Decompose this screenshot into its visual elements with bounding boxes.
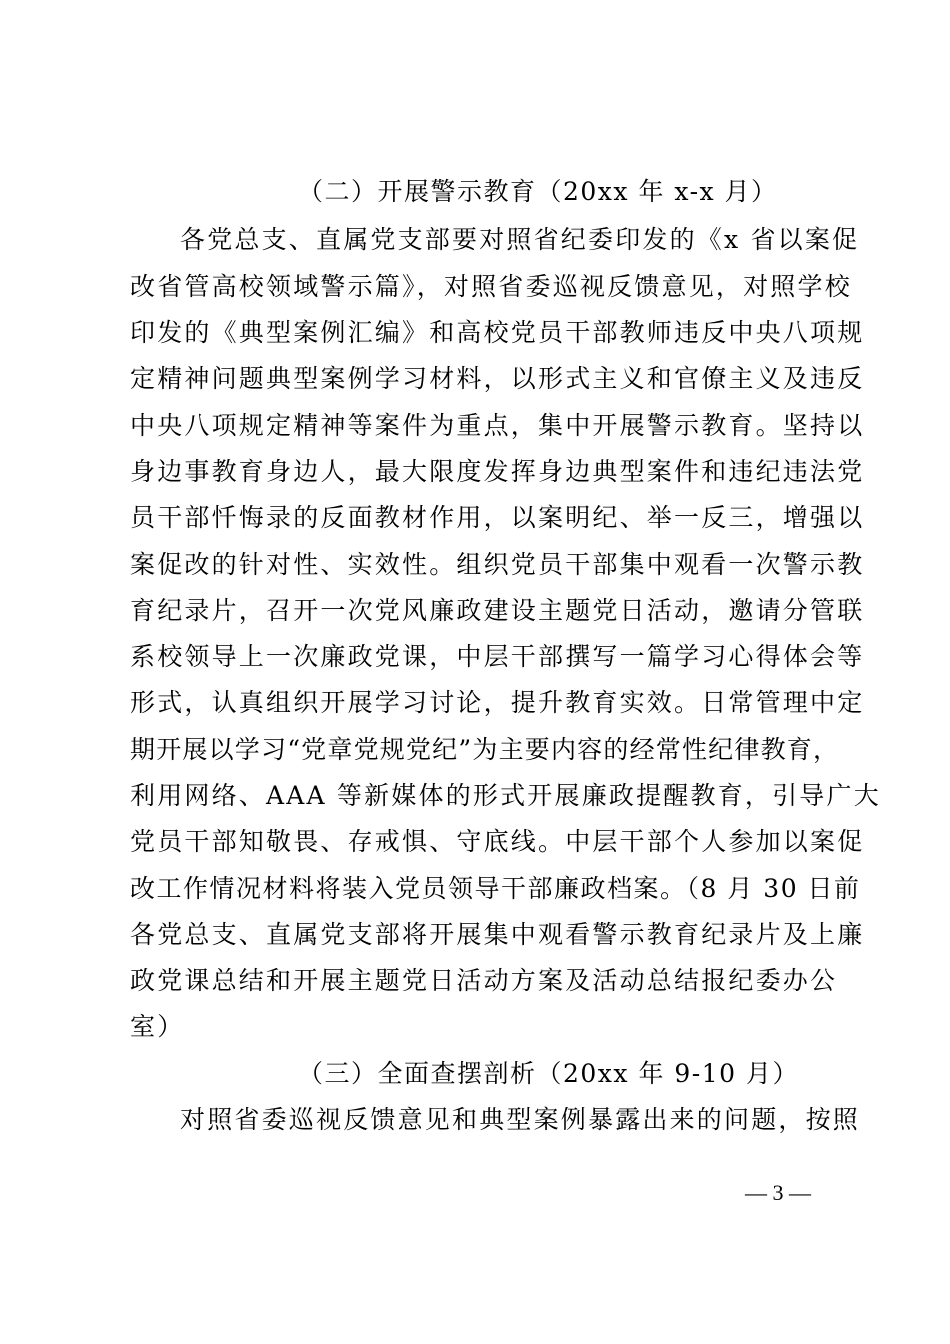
paragraph-line-9: 育纪录片，召开一次党风廉政建设主题党日活动，邀请分管联 (130, 596, 865, 625)
paragraph-line-16: 各党总支、直属党支部将开展集中观看警示教育纪录片及上廉 (130, 920, 865, 949)
paragraph-line-6: 身边事教育身边人，最大限度发挥身边典型案件和违纪违法党 (130, 457, 865, 486)
paragraph-line-4: 定精神问题典型案例学习材料，以形式主义和官僚主义及违反 (130, 364, 865, 393)
paragraph-line-11: 形式，认真组织开展学习讨论，提升教育实效。日常管理中定 (130, 688, 865, 717)
paragraph-line-2: 改省管高校领域警示篇》，对照省委巡视反馈意见，对照学校 (130, 272, 852, 301)
paragraph-line-1: 各党总支、直属党支部要对照省纪委印发的《x 省以案促 (180, 225, 860, 254)
section-heading-3: （三）全面查摆剖析（20xx 年 9-10 月） (298, 1059, 800, 1088)
paragraph-line-13: 利用网络、AAA 等新媒体的形式开展廉政提醒教育，引导广大 (130, 781, 881, 810)
paragraph-line-5: 中央八项规定精神等案件为重点，集中开展警示教育。坚持以 (130, 411, 865, 440)
paragraph-line-3: 印发的《典型案例汇编》和高校党员干部教师违反中央八项规 (130, 318, 865, 347)
paragraph-line-10: 系校领导上一次廉政党课，中层干部撰写一篇学习心得体会等 (130, 642, 865, 671)
page-number: — 3 — (745, 1180, 811, 1205)
paragraph-line-8: 案促改的针对性、实效性。组织党员干部集中观看一次警示教 (130, 550, 865, 579)
section-heading-2: （二）开展警示教育（20xx 年 x-x 月） (298, 177, 778, 206)
paragraph-line-14: 党员干部知敬畏、存戒惧、守底线。中层干部个人参加以案促 (130, 827, 865, 856)
paragraph-line-7: 员干部忏悔录的反面教材作用，以案明纪、举一反三，增强以 (130, 503, 865, 532)
paragraph-line-18: 室） (130, 1012, 185, 1041)
paragraph-line-15: 改工作情况材料将装入党员领导干部廉政档案。（8 月 30 日前 (130, 874, 861, 903)
paragraph-line-12: 期开展以学习“党章党规党纪”为主要内容的经常性纪律教育， (130, 735, 840, 764)
paragraph-line-19: 对照省委巡视反馈意见和典型案例暴露出来的问题，按照 (180, 1105, 861, 1134)
paragraph-line-17: 政党课总结和开展主题党日活动方案及活动总结报纪委办公 (130, 966, 838, 995)
